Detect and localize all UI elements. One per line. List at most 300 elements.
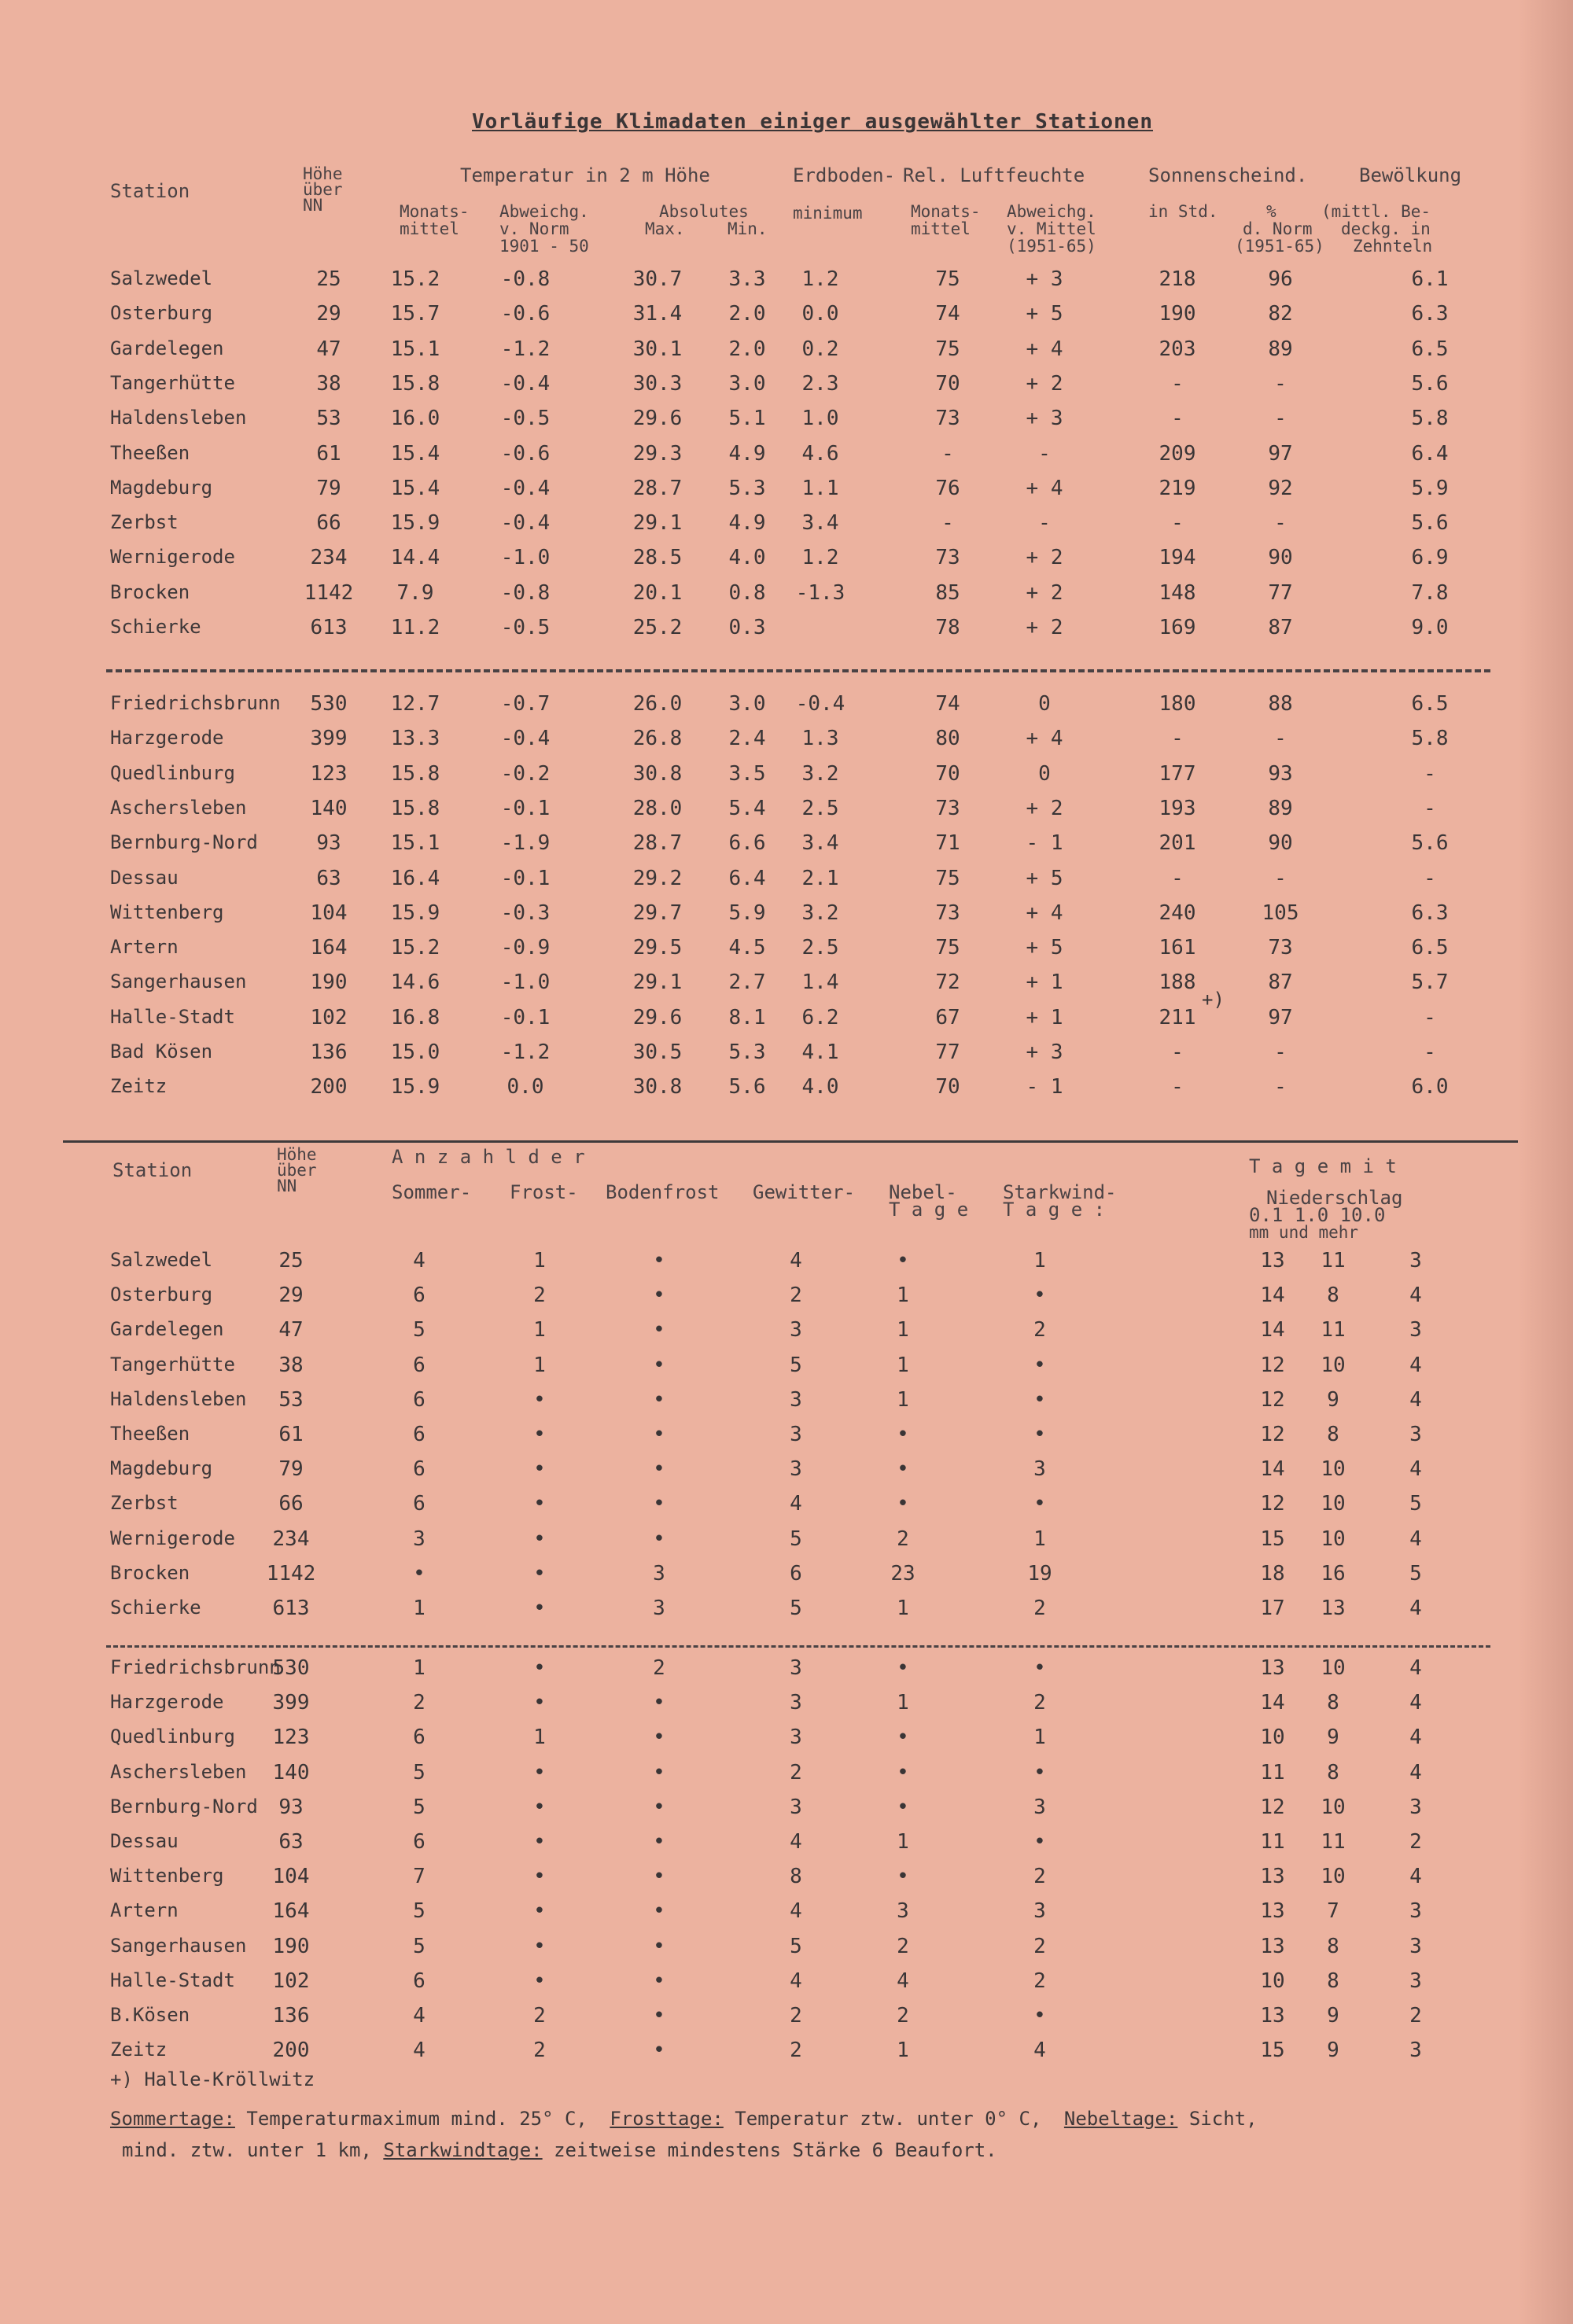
cell-nd-10-0: 3	[1409, 1423, 1422, 1446]
header-lf-mittel-2: mittel	[911, 219, 971, 238]
cell-sonne-pct: -	[1274, 1075, 1287, 1099]
cell-abweichung: -0.7	[500, 692, 551, 716]
cell-sonne-std: 203	[1159, 337, 1196, 361]
plus-mark: +)	[1202, 989, 1225, 1011]
cell-max: 28.0	[632, 796, 683, 820]
cell-monatsmittel: 15.8	[390, 796, 440, 820]
header-sonne-pct-3: (1951-65)	[1235, 237, 1324, 256]
legend-nebel-term: Nebeltage:	[1063, 2108, 1178, 2130]
cell-lf-mittel: 74	[935, 692, 960, 716]
cell-abweichung: -1.9	[500, 831, 551, 856]
cell-monatsmittel: 14.6	[390, 970, 440, 995]
cell-starkwindtage: •	[1033, 1830, 1046, 1854]
legend-frost-def: Temperatur ztw. unter 0° C,	[735, 2108, 1042, 2130]
legend-nebel-def2: mind. ztw. unter 1 km,	[122, 2139, 372, 2161]
cell-monatsmittel: 15.1	[390, 337, 440, 361]
cell-monatsmittel: 15.4	[390, 476, 440, 500]
cell-gewitter: 4	[790, 1969, 802, 1993]
cell-lf-abweichung: + 3	[1026, 1040, 1063, 1064]
cell-gewitter: 2	[790, 1760, 802, 1784]
cell-gewitter: 4	[790, 1899, 802, 1924]
cell-starkwindtage: •	[1033, 1492, 1046, 1516]
cell-bewoelkung: 5.8	[1411, 727, 1449, 751]
cell-lf-mittel: 70	[935, 761, 960, 786]
cell-bewoelkung: 5.6	[1411, 511, 1449, 536]
cell-min: 0.3	[728, 616, 766, 639]
cell-nebeltage: 1	[897, 1691, 909, 1715]
cell-frosttage: •	[533, 1527, 546, 1551]
cell-min: 4.5	[728, 936, 766, 960]
cell-nd-0-1: 14	[1260, 1457, 1285, 1482]
cell-abweichung: -0.4	[500, 371, 551, 396]
cell-nd-0-1: 12	[1260, 1795, 1285, 1819]
cell-hoehe: 29	[278, 1284, 304, 1308]
cell-gewitter: 2	[790, 2039, 802, 2063]
cell-station: Sangerhausen	[110, 970, 247, 993]
cell-gewitter: 2	[790, 1284, 802, 1308]
cell-sommertage: 6	[413, 1830, 425, 1854]
cell-erdboden: 1.3	[801, 727, 839, 751]
cell-lf-abweichung: + 5	[1026, 302, 1063, 326]
cell-gewitter: 3	[790, 1656, 802, 1680]
cell-station: B.Kösen	[110, 2004, 190, 2026]
cell-abweichung: -0.4	[500, 727, 551, 751]
cell-lf-abweichung: + 2	[1026, 616, 1063, 639]
cell-bewoelkung: 6.3	[1411, 901, 1449, 925]
legend-line-2	[122, 2139, 997, 2161]
cell-hoehe: 53	[278, 1387, 304, 1412]
cell-nebeltage: •	[897, 1423, 909, 1446]
cell-sommertage: 4	[413, 2004, 425, 2028]
cell-station: Harzgerode	[110, 1691, 224, 1714]
cell-hoehe: 613	[272, 1597, 310, 1620]
cell-abweichung: -0.1	[500, 1005, 551, 1029]
cell-frosttage: 1	[533, 1726, 546, 1750]
cell-station: Harzgerode	[110, 727, 224, 749]
cell-max: 31.4	[632, 302, 683, 326]
cell-nd-10-0: 2	[1409, 2004, 1422, 2028]
cell-nebeltage: 2	[897, 2004, 909, 2028]
cell-nebeltage: 1	[897, 1318, 909, 1342]
cell-nebeltage: 2	[897, 1934, 909, 1958]
cell-monatsmittel: 15.2	[390, 267, 440, 291]
header-erdboden-1: Erdboden-	[793, 164, 896, 186]
cell-nebeltage: 3	[897, 1899, 909, 1924]
cell-nebeltage: •	[897, 1726, 909, 1750]
cell-nd-10-0: 4	[1409, 1353, 1422, 1377]
cell-sonne-pct: 87	[1268, 970, 1293, 995]
cell-nebeltage: 1	[897, 1597, 909, 1620]
cell-nd-1-0: 9	[1327, 2039, 1339, 2063]
cell-nd-10-0: 4	[1409, 1691, 1422, 1715]
cell-lf-abweichung: 0	[1038, 692, 1051, 716]
cell-nd-1-0: 11	[1321, 1318, 1346, 1342]
cell-sonne-pct: -	[1274, 1040, 1287, 1064]
cell-min: 4.9	[728, 441, 766, 466]
cell-hoehe: 136	[310, 1040, 348, 1064]
cell-sommertage: 6	[413, 1353, 425, 1377]
cell-station: Halle-Stadt	[110, 1005, 235, 1028]
cell-bodenfrost: 3	[653, 1597, 665, 1620]
cell-nd-0-1: 14	[1260, 1691, 1285, 1715]
bottom-header-station: Station	[112, 1159, 193, 1181]
cell-hoehe: 613	[310, 616, 348, 639]
cell-hoehe: 104	[310, 901, 348, 925]
cell-lf-abweichung: + 3	[1026, 267, 1063, 291]
cell-max: 28.7	[632, 476, 683, 500]
cell-sonne-std: -	[1171, 371, 1184, 396]
cell-station: Salzwedel	[110, 267, 213, 289]
cell-sommertage: 4	[413, 1249, 425, 1272]
cell-nebeltage: 1	[897, 1284, 909, 1308]
header-lf-abw-1: Abweichg.	[1007, 202, 1096, 221]
cell-sommertage: 6	[413, 1423, 425, 1446]
cell-erdboden: 4.0	[801, 1075, 839, 1099]
cell-lf-abweichung: -	[1038, 511, 1051, 536]
cell-lf-abweichung: + 4	[1026, 476, 1063, 500]
cell-sommertage: 5	[413, 1899, 425, 1924]
cell-nd-1-0: 8	[1327, 1284, 1339, 1308]
header-erdboden-2: minimum	[793, 204, 863, 223]
cell-nd-1-0: 11	[1321, 1830, 1346, 1854]
cell-max: 25.2	[632, 616, 683, 639]
cell-abweichung: -0.6	[500, 302, 551, 326]
cell-nd-0-1: 13	[1260, 1899, 1285, 1924]
header-bew-sub-2: deckg. in	[1341, 219, 1431, 238]
cell-lf-mittel: 72	[935, 970, 960, 995]
cell-nd-10-0: 4	[1409, 1284, 1422, 1308]
cell-max: 26.0	[632, 692, 683, 716]
cell-frosttage: 2	[533, 1284, 546, 1308]
cell-bodenfrost: •	[653, 2004, 665, 2028]
cell-min: 3.5	[728, 761, 766, 786]
bottom-header-bodenfrost: Bodenfrost	[606, 1181, 720, 1203]
bottom-header-hoehe-1: Höhe	[277, 1145, 317, 1164]
cell-erdboden: -0.4	[795, 692, 845, 716]
cell-hoehe: 530	[272, 1656, 310, 1680]
cell-bewoelkung: 5.6	[1411, 831, 1449, 856]
cell-station: Schierke	[110, 1597, 201, 1619]
cell-erdboden: 4.1	[801, 1040, 839, 1064]
cell-min: 0.8	[728, 580, 766, 605]
cell-sonne-std: 177	[1159, 761, 1196, 786]
cell-nd-10-0: 3	[1409, 2039, 1422, 2063]
cell-sonne-pct: 77	[1268, 580, 1293, 605]
cell-starkwindtage: 3	[1033, 1457, 1046, 1482]
cell-sommertage: 6	[413, 1726, 425, 1750]
cell-hoehe: 25	[316, 267, 341, 291]
cell-station: Bad Kösen	[110, 1040, 213, 1063]
cell-nd-0-1: 12	[1260, 1353, 1285, 1377]
cell-erdboden: 4.6	[801, 441, 839, 466]
cell-station: Dessau	[110, 866, 179, 889]
cell-sonne-pct: 92	[1268, 476, 1293, 500]
cell-lf-abweichung: + 1	[1026, 1005, 1063, 1029]
cell-hoehe: 123	[310, 761, 348, 786]
cell-station: Osterburg	[110, 1284, 213, 1306]
cell-nd-0-1: 13	[1260, 1656, 1285, 1680]
cell-nd-1-0: 8	[1327, 1691, 1339, 1715]
cell-erdboden: 1.2	[801, 546, 839, 570]
cell-frosttage: •	[533, 1760, 546, 1784]
bottom-header-nd-unit: mm und mehr	[1249, 1223, 1359, 1242]
cell-min: 2.7	[728, 970, 766, 995]
cell-sommertage: 1	[413, 1597, 425, 1620]
cell-erdboden: 3.2	[801, 761, 839, 786]
header-abweichung-3: 1901 - 50	[499, 237, 589, 256]
cell-lf-mittel: 73	[935, 901, 960, 925]
cell-nd-0-1: 12	[1260, 1423, 1285, 1446]
cell-sonne-std: 169	[1159, 616, 1196, 639]
cell-abweichung: -0.1	[500, 796, 551, 820]
cell-nd-1-0: 11	[1321, 1249, 1346, 1272]
cell-max: 29.7	[632, 901, 683, 925]
cell-lf-abweichung: + 2	[1026, 580, 1063, 605]
cell-abweichung: -0.5	[500, 407, 551, 431]
cell-hoehe: 234	[272, 1527, 310, 1551]
cell-abweichung: -0.4	[500, 511, 551, 536]
cell-station: Salzwedel	[110, 1249, 213, 1271]
cell-bewoelkung: 6.1	[1411, 267, 1449, 291]
cell-gewitter: 3	[790, 1795, 802, 1819]
cell-hoehe: 63	[316, 866, 341, 890]
cell-min: 3.0	[728, 371, 766, 396]
cell-starkwindtage: 2	[1033, 1691, 1046, 1715]
cell-nd-1-0: 13	[1321, 1597, 1346, 1620]
header-sonne-pct-2: d. Norm	[1243, 219, 1313, 238]
cell-max: 29.6	[632, 1005, 683, 1029]
cell-station: Aschersleben	[110, 1760, 247, 1783]
cell-station: Bernburg-Nord	[110, 1795, 258, 1818]
cell-sonne-pct: 105	[1262, 901, 1299, 925]
cell-starkwindtage: 2	[1033, 1597, 1046, 1620]
cell-frosttage: •	[533, 1691, 546, 1715]
cell-station: Wittenberg	[110, 901, 224, 923]
cell-bodenfrost: •	[653, 1969, 665, 1993]
cell-max: 30.5	[632, 1040, 683, 1064]
cell-hoehe: 399	[272, 1691, 310, 1715]
header-luftfeuchte: Rel. Luftfeuchte	[903, 164, 1085, 186]
header-sonne: Sonnenscheind.	[1148, 164, 1308, 186]
cell-bewoelkung: 6.9	[1411, 546, 1449, 570]
cell-min: 3.0	[728, 692, 766, 716]
cell-bodenfrost: •	[653, 1492, 665, 1516]
cell-bodenfrost: •	[653, 1318, 665, 1342]
bottom-header-tage-1: T a g e	[889, 1199, 969, 1221]
cell-lf-mittel: 75	[935, 936, 960, 960]
bottom-header-anzahl: A n z a h l d e r	[392, 1146, 585, 1168]
cell-station: Theeßen	[110, 1423, 190, 1445]
cell-nd-1-0: 8	[1327, 1969, 1339, 1993]
cell-station: Brocken	[110, 1561, 190, 1584]
legend-sommer-term: Sommertage:	[110, 2108, 235, 2130]
bottom-header-frost: Frost-	[510, 1181, 578, 1203]
cell-frosttage: •	[533, 1830, 546, 1854]
cell-nd-1-0: 9	[1327, 1726, 1339, 1750]
cell-gewitter: 3	[790, 1691, 802, 1715]
cell-frosttage: •	[533, 1656, 546, 1680]
header-lf-abw-2: v. Mittel	[1007, 219, 1096, 238]
bottom-header-nd-vals: 0.1 1.0 10.0	[1249, 1204, 1386, 1226]
cell-starkwindtage: •	[1033, 1760, 1046, 1784]
cell-min: 6.4	[728, 866, 766, 890]
dashed-divider-bottom	[106, 1645, 1490, 1648]
cell-erdboden: 2.5	[801, 936, 839, 960]
cell-starkwindtage: •	[1033, 1387, 1046, 1412]
cell-sommertage: 6	[413, 1492, 425, 1516]
cell-frosttage: •	[533, 1492, 546, 1516]
legend-stark-def: zeitweise mindestens Stärke 6 Beaufort.	[554, 2139, 997, 2161]
cell-sonne-std: 190	[1159, 302, 1196, 326]
cell-nd-10-0: 3	[1409, 1249, 1422, 1272]
header-lf-mittel-1: Monats-	[911, 202, 981, 221]
header-lf-abw-3: (1951-65)	[1007, 237, 1096, 256]
cell-gewitter: 2	[790, 2004, 802, 2028]
cell-sommertage: 6	[413, 1969, 425, 1993]
cell-bewoelkung: -	[1424, 1005, 1436, 1029]
cell-bodenfrost: •	[653, 1795, 665, 1819]
cell-nd-1-0: 8	[1327, 1934, 1339, 1958]
cell-starkwindtage: •	[1033, 1656, 1046, 1680]
header-temp-group: Temperatur in 2 m Höhe	[460, 164, 710, 186]
cell-sonne-pct: -	[1274, 371, 1287, 396]
cell-nd-10-0: 3	[1409, 1969, 1422, 1993]
cell-lf-abweichung: + 2	[1026, 371, 1063, 396]
cell-nd-1-0: 10	[1321, 1457, 1346, 1482]
cell-station: Sangerhausen	[110, 1934, 247, 1957]
cell-hoehe: 1142	[304, 580, 354, 605]
cell-station: Schierke	[110, 616, 201, 638]
cell-sonne-std: 180	[1159, 692, 1196, 716]
cell-starkwindtage: 2	[1033, 1865, 1046, 1889]
cell-frosttage: •	[533, 1387, 546, 1412]
cell-max: 28.5	[632, 546, 683, 570]
legend-line-1	[110, 2108, 1258, 2130]
cell-bewoelkung: 5.6	[1411, 371, 1449, 396]
bottom-header-hoehe-2: über	[277, 1161, 317, 1180]
cell-erdboden: 3.4	[801, 831, 839, 856]
cell-erdboden: 2.3	[801, 371, 839, 396]
cell-frosttage: •	[533, 1969, 546, 1993]
cell-sommertage: 6	[413, 1284, 425, 1308]
cell-hoehe: 61	[316, 441, 341, 466]
cell-sonne-pct: 93	[1268, 761, 1293, 786]
cell-bodenfrost: •	[653, 1934, 665, 1958]
cell-erdboden: 1.0	[801, 407, 839, 431]
cell-station: Quedlinburg	[110, 1726, 235, 1748]
header-sonne-std: in Std.	[1148, 202, 1218, 221]
cell-gewitter: 3	[790, 1318, 802, 1342]
cell-hoehe: 123	[272, 1726, 310, 1750]
cell-sonne-pct: -	[1274, 407, 1287, 431]
cell-hoehe: 140	[310, 796, 348, 820]
cell-abweichung: 0.0	[507, 1075, 544, 1099]
cell-max: 29.3	[632, 441, 683, 466]
cell-frosttage: 2	[533, 2004, 546, 2028]
cell-min: 5.1	[728, 407, 766, 431]
cell-nd-10-0: 4	[1409, 1865, 1422, 1889]
cell-erdboden: -1.3	[795, 580, 845, 605]
cell-gewitter: 5	[790, 1597, 802, 1620]
cell-station: Halle-Stadt	[110, 1969, 235, 1991]
cell-abweichung: -0.3	[500, 901, 551, 925]
cell-hoehe: 399	[310, 727, 348, 751]
footnote-halle-kroellwitz: +) Halle-Kröllwitz	[110, 2068, 315, 2090]
cell-nd-0-1: 13	[1260, 1249, 1285, 1272]
cell-bewoelkung: 5.8	[1411, 407, 1449, 431]
cell-lf-mittel: 75	[935, 267, 960, 291]
cell-monatsmittel: 7.9	[396, 580, 434, 605]
cell-hoehe: 93	[278, 1795, 304, 1819]
cell-sonne-std: 194	[1159, 546, 1196, 570]
cell-sommertage: 5	[413, 1318, 425, 1342]
cell-station: Wernigerode	[110, 1527, 235, 1549]
cell-sonne-pct: 89	[1268, 337, 1293, 361]
cell-bodenfrost: •	[653, 1830, 665, 1854]
cell-abweichung: -0.6	[500, 441, 551, 466]
cell-min: 5.3	[728, 476, 766, 500]
section-divider	[63, 1140, 1518, 1143]
cell-bewoelkung: -	[1424, 866, 1436, 890]
header-monatsmittel-2: mittel	[400, 219, 459, 238]
cell-hoehe: 66	[316, 511, 341, 536]
cell-sonne-pct: 73	[1268, 936, 1293, 960]
cell-frosttage: 1	[533, 1249, 546, 1272]
cell-starkwindtage: •	[1033, 1423, 1046, 1446]
cell-hoehe: 102	[272, 1969, 310, 1993]
cell-station: Bernburg-Nord	[110, 831, 258, 854]
cell-hoehe: 61	[278, 1423, 304, 1446]
cell-gewitter: 3	[790, 1457, 802, 1482]
cell-nd-0-1: 10	[1260, 1969, 1285, 1993]
cell-sonne-std: 201	[1159, 831, 1196, 856]
cell-nd-10-0: 3	[1409, 1795, 1422, 1819]
cell-nd-10-0: 4	[1409, 1760, 1422, 1784]
cell-min: 5.6	[728, 1075, 766, 1099]
cell-starkwindtage: •	[1033, 2004, 1046, 2028]
header-abs-min: Min.	[728, 219, 768, 238]
header-bewoelkung: Bewölkung	[1359, 164, 1462, 186]
cell-starkwindtage: 1	[1033, 1249, 1046, 1272]
cell-sonne-pct: -	[1274, 727, 1287, 751]
cell-nd-1-0: 16	[1321, 1561, 1346, 1586]
cell-sommertage: 4	[413, 2039, 425, 2063]
cell-nd-0-1: 11	[1260, 1760, 1285, 1784]
cell-min: 4.9	[728, 511, 766, 536]
cell-hoehe: 93	[316, 831, 341, 856]
cell-min: 4.0	[728, 546, 766, 570]
cell-gewitter: 5	[790, 1934, 802, 1958]
cell-hoehe: 190	[272, 1934, 310, 1958]
cell-sonne-std: -	[1171, 866, 1184, 890]
cell-abweichung: -0.1	[500, 866, 551, 890]
cell-frosttage: •	[533, 1795, 546, 1819]
cell-max: 30.8	[632, 761, 683, 786]
header-station: Station	[110, 180, 190, 202]
cell-bodenfrost: •	[653, 1760, 665, 1784]
cell-bodenfrost: 2	[653, 1656, 665, 1680]
cell-nebeltage: •	[897, 1760, 909, 1784]
cell-nebeltage: 2	[897, 1527, 909, 1551]
cell-frosttage: 2	[533, 2039, 546, 2063]
cell-nd-0-1: 13	[1260, 1865, 1285, 1889]
cell-bodenfrost: •	[653, 1691, 665, 1715]
cell-sonne-std: -	[1171, 1075, 1184, 1099]
cell-sonne-std: 240	[1159, 901, 1196, 925]
cell-station: Haldensleben	[110, 407, 247, 429]
cell-station: Brocken	[110, 580, 190, 603]
cell-abweichung: -0.4	[500, 476, 551, 500]
